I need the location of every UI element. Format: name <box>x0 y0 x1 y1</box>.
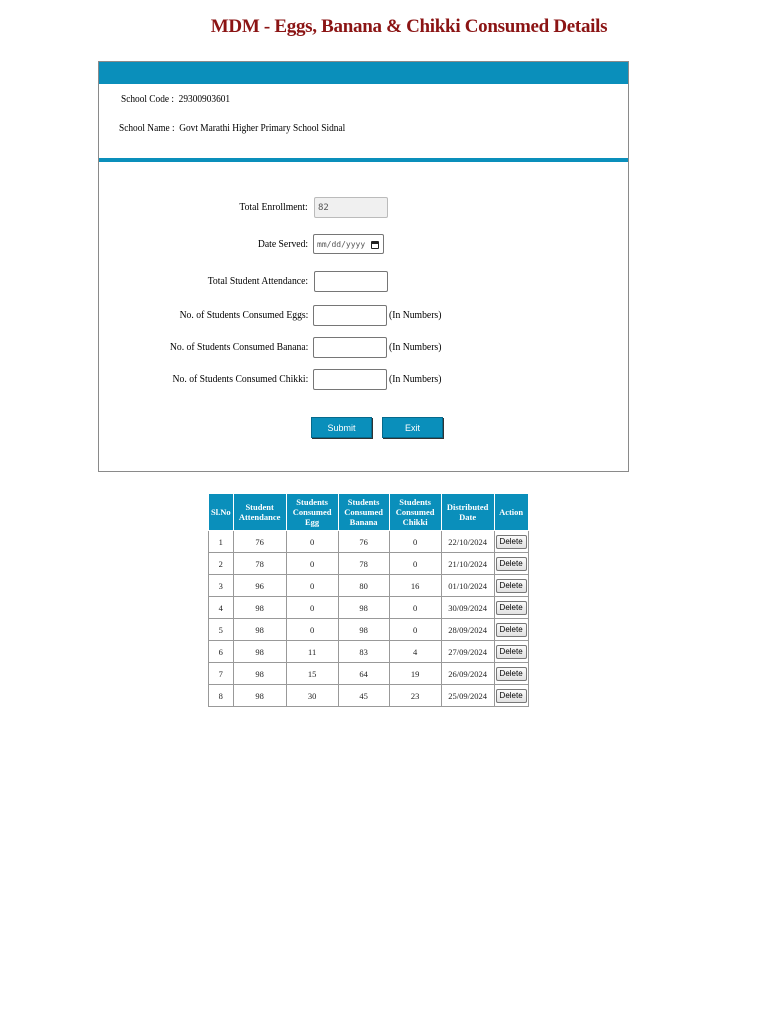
banana-unit: (In Numbers) <box>389 341 442 353</box>
table-row <box>209 641 529 663</box>
cell-egg: 30 <box>286 685 338 707</box>
cell-banana: 80 <box>338 575 389 597</box>
cell-date: 30/09/2024 <box>441 597 494 619</box>
cell-attendance: 98 <box>233 597 286 619</box>
cell-date: 28/09/2024 <box>441 619 494 641</box>
cell-sl-no: 1 <box>209 531 234 553</box>
delete-button[interactable]: Delete <box>496 623 527 637</box>
cell-banana: 76 <box>338 531 389 553</box>
cell-date: 25/09/2024 <box>441 685 494 707</box>
date-served-input[interactable] <box>313 234 384 254</box>
delete-button[interactable]: Delete <box>496 645 527 659</box>
consumption-form <box>98 61 629 472</box>
header-action: Action <box>494 494 528 531</box>
consumption-table <box>208 493 529 707</box>
school-name-label: School Name : <box>119 122 175 134</box>
cell-action <box>494 597 528 619</box>
cell-banana: 83 <box>338 641 389 663</box>
school-name-value: Govt Marathi Higher Primary School Sidnal <box>179 122 346 134</box>
cell-banana: 78 <box>338 553 389 575</box>
cell-attendance: 98 <box>233 641 286 663</box>
table-header-row <box>209 494 529 531</box>
cell-egg: 0 <box>286 553 338 575</box>
cell-action <box>494 553 528 575</box>
cell-sl-no: 8 <box>209 685 234 707</box>
cell-attendance: 98 <box>233 685 286 707</box>
cell-banana: 64 <box>338 663 389 685</box>
form-divider-bar <box>99 158 628 162</box>
cell-sl-no: 4 <box>209 597 234 619</box>
total-enrollment-label: Total Enrollment: <box>239 201 308 213</box>
banana-label: No. of Students Consumed Banana: <box>169 341 308 353</box>
cell-chikki: 23 <box>389 685 441 707</box>
table-row <box>209 685 529 707</box>
cell-chikki: 0 <box>389 553 441 575</box>
header-sl-no: Sl.No <box>209 494 234 531</box>
cell-egg: 0 <box>286 597 338 619</box>
eggs-unit: (In Numbers) <box>389 309 442 321</box>
calendar-icon[interactable] <box>371 241 379 249</box>
cell-chikki: 0 <box>389 619 441 641</box>
cell-action <box>494 641 528 663</box>
cell-sl-no: 6 <box>209 641 234 663</box>
table-row <box>209 663 529 685</box>
cell-action <box>494 619 528 641</box>
cell-attendance: 98 <box>233 619 286 641</box>
chikki-input[interactable] <box>313 369 387 390</box>
cell-chikki: 0 <box>389 531 441 553</box>
table-row <box>209 597 529 619</box>
cell-egg: 11 <box>286 641 338 663</box>
cell-action <box>494 531 528 553</box>
cell-egg: 0 <box>286 531 338 553</box>
cell-sl-no: 2 <box>209 553 234 575</box>
table-row <box>209 553 529 575</box>
cell-attendance: 96 <box>233 575 286 597</box>
submit-button[interactable]: Submit <box>311 417 372 438</box>
cell-action <box>494 663 528 685</box>
cell-date: 27/09/2024 <box>441 641 494 663</box>
header-consumed-egg: Students Consumed Egg <box>286 494 338 531</box>
delete-button[interactable]: Delete <box>496 689 527 703</box>
table-row <box>209 575 529 597</box>
cell-chikki: 0 <box>389 597 441 619</box>
delete-button[interactable]: Delete <box>496 601 527 615</box>
header-consumed-banana: Students Consumed Banana <box>338 494 389 531</box>
cell-action <box>494 685 528 707</box>
header-student-attendance: Student Attendance <box>233 494 286 531</box>
delete-button[interactable]: Delete <box>496 535 527 549</box>
table-row <box>209 619 529 641</box>
date-served-label: Date Served: <box>257 238 308 250</box>
cell-banana: 45 <box>338 685 389 707</box>
page-title: MDM - Eggs, Banana & Chikki Consumed Details <box>210 16 608 37</box>
cell-date: 21/10/2024 <box>441 553 494 575</box>
chikki-label: No. of Students Consumed Chikki: <box>172 373 308 385</box>
total-enrollment-input[interactable]: 82 <box>314 197 388 218</box>
form-header-bar <box>99 62 628 84</box>
date-served-placeholder: mm/dd/yyyy <box>317 239 366 249</box>
delete-button[interactable]: Delete <box>496 579 527 593</box>
attendance-label: Total Student Attendance: <box>207 275 308 287</box>
chikki-unit: (In Numbers) <box>389 373 442 385</box>
cell-egg: 0 <box>286 619 338 641</box>
cell-date: 26/09/2024 <box>441 663 494 685</box>
cell-egg: 15 <box>286 663 338 685</box>
cell-banana: 98 <box>338 619 389 641</box>
cell-chikki: 16 <box>389 575 441 597</box>
attendance-input[interactable] <box>314 271 388 292</box>
exit-button[interactable]: Exit <box>382 417 443 438</box>
table-row <box>209 531 529 553</box>
cell-action <box>494 575 528 597</box>
header-distributed-date: Distributed Date <box>441 494 494 531</box>
cell-egg: 0 <box>286 575 338 597</box>
cell-sl-no: 7 <box>209 663 234 685</box>
cell-date: 22/10/2024 <box>441 531 494 553</box>
cell-attendance: 78 <box>233 553 286 575</box>
eggs-label: No. of Students Consumed Eggs: <box>179 309 308 321</box>
cell-chikki: 19 <box>389 663 441 685</box>
cell-banana: 98 <box>338 597 389 619</box>
banana-input[interactable] <box>313 337 387 358</box>
eggs-input[interactable] <box>313 305 387 326</box>
delete-button[interactable]: Delete <box>496 557 527 571</box>
school-code-value: 29300903601 <box>178 93 231 105</box>
header-consumed-chikki: Students Consumed Chikki <box>389 494 441 531</box>
school-name-row <box>119 122 345 134</box>
cell-attendance: 98 <box>233 663 286 685</box>
school-code-row <box>121 93 230 105</box>
cell-sl-no: 3 <box>209 575 234 597</box>
school-code-label: School Code : <box>121 93 174 105</box>
cell-date: 01/10/2024 <box>441 575 494 597</box>
cell-chikki: 4 <box>389 641 441 663</box>
cell-attendance: 76 <box>233 531 286 553</box>
cell-sl-no: 5 <box>209 619 234 641</box>
delete-button[interactable]: Delete <box>496 667 527 681</box>
